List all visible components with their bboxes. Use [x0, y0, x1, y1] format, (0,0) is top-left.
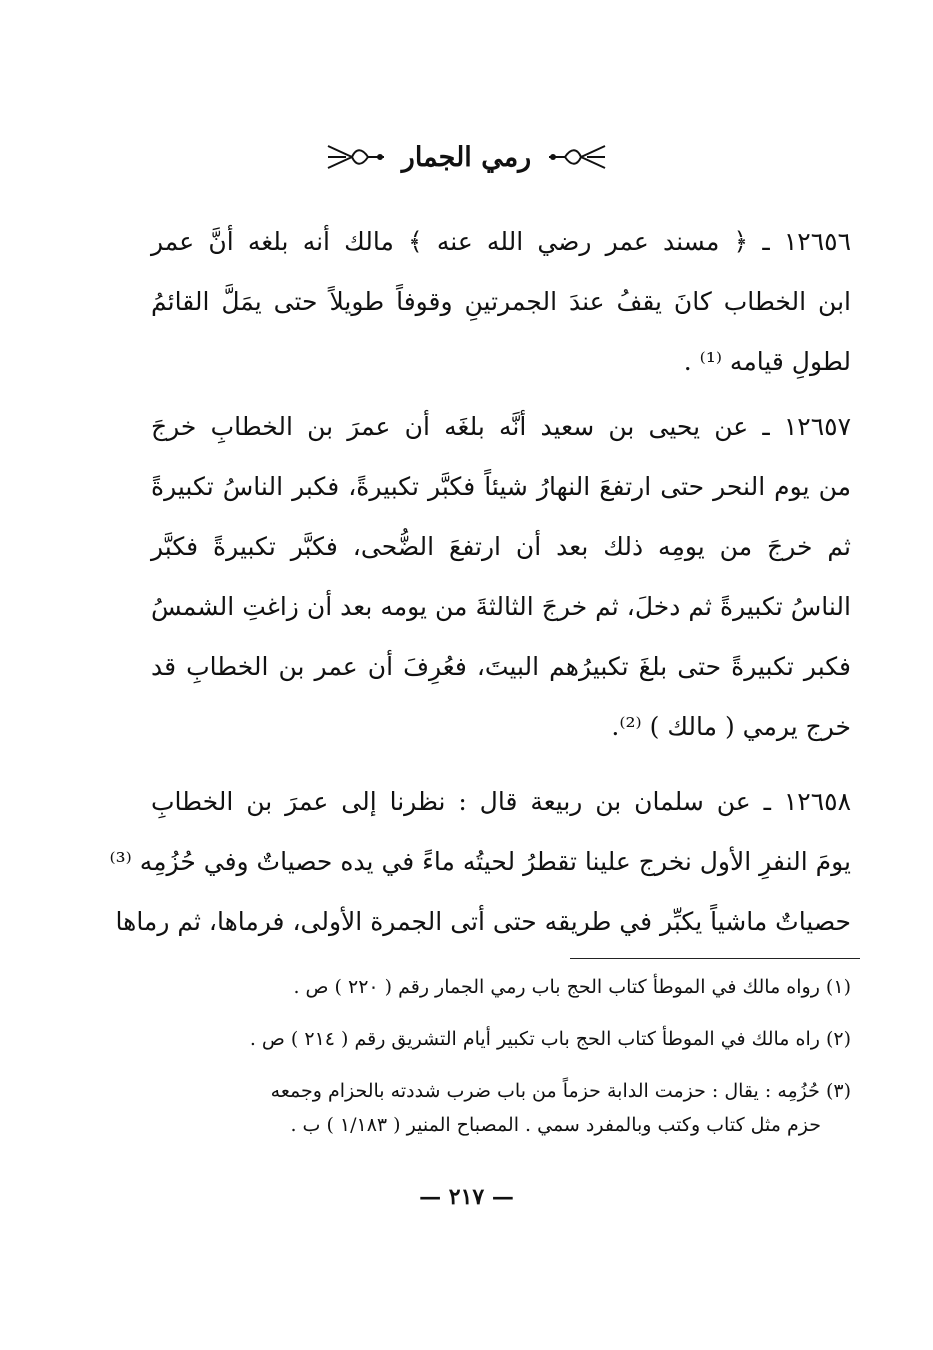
footnote-3	[271, 1074, 851, 1142]
text-line: خرج يرمي ( مالك ) ⁽²⁾.	[611, 712, 851, 741]
text-line: حصياتٌ ماشياً يكبِّر في طريقه حتى أتى الجمرة الأولى، فرماها، ثم رماها	[115, 907, 851, 936]
text-line: يومَ النفرِ الأول نخرج علينا تقطرُ لحيتُه ماءً في يده حصياتٌ وفي حُزُمِه ⁽³⁾	[109, 847, 851, 876]
flourish-right-icon	[326, 142, 386, 172]
footnote-line: (٢) راه مالك في الموطأ كتاب الحج باب تكبير أيام التشريق رقم ( ٢١٤ ) ص .	[249, 1028, 851, 1050]
hadith-12656	[151, 212, 851, 392]
hadith-12657	[151, 397, 851, 757]
text-line: الناسُ تكبيرةً ثم دخلَ، ثم خرجَ الثالثةَ من يومه بعد أن زاغتِ الشمسُ	[151, 592, 851, 621]
text-line: لطولِ قيامه ⁽¹⁾ .	[683, 347, 851, 376]
text-line: ثم خرجَ من يومِه ذلك بعد أن ارتفعَ الضُّحى، فكبَّر تكبيرةً فكبَّر	[151, 532, 851, 561]
chapter-header	[0, 132, 933, 182]
footnote-line: (١) رواه مالك في الموطأ كتاب الحج باب رمي الجمار رقم ( ٢٢٠ ) ص .	[293, 976, 851, 998]
text-line: ١٢٦٥٨ ـ عن سلمان بن ربيعة قال : نظرنا إلى عمرَ بن الخطابِ	[151, 787, 851, 816]
text-line: ١٢٦٥٧ ـ عن يحيى بن سعيد أنَّه بلغَه أن عمرَ بن الخطابِ خرجَ	[151, 412, 851, 441]
chapter-title: رمي الجمار	[401, 141, 532, 173]
flourish-left-icon	[547, 142, 607, 172]
text-line: فكبر تكبيرةً حتى بلغَ تكبيرُهم البيتَ، فعُرِفَ أن عمر بن الخطابِ قد	[151, 652, 851, 681]
page-number: — ٢١٧ —	[419, 1184, 514, 1210]
footnote-line: حزم مثل كتاب وكتب وبالمفرد سمي . المصباح المنير ( ١/١٨٣ ) ب .	[290, 1114, 821, 1136]
text-line: من يوم النحر حتى ارتفعَ النهارُ شيئاً فكبَّر تكبيرةً، فكبر الناسُ تكبيرةً	[151, 472, 851, 501]
footnote-separator	[570, 958, 860, 959]
footnote-line: (٣) حُزُمِه : يقال : حزمت الدابة حزماً من باب ضرب شددته بالحزام وجمعه	[270, 1080, 851, 1102]
text-line: ابن الخطاب كانَ يقفُ عندَ الجمرتينِ وقوفاً طويلاً حتى يمَلَّ القائمُ	[151, 287, 851, 316]
text-line: ١٢٦٥٦ ـ ﴿ مسند عمر رضي الله عنه ﴾ مالك أنه بلغه أنَّ عمر	[151, 227, 851, 256]
footnote-2	[250, 1022, 851, 1056]
footnote-1	[293, 970, 851, 1004]
hadith-12658	[109, 772, 851, 952]
